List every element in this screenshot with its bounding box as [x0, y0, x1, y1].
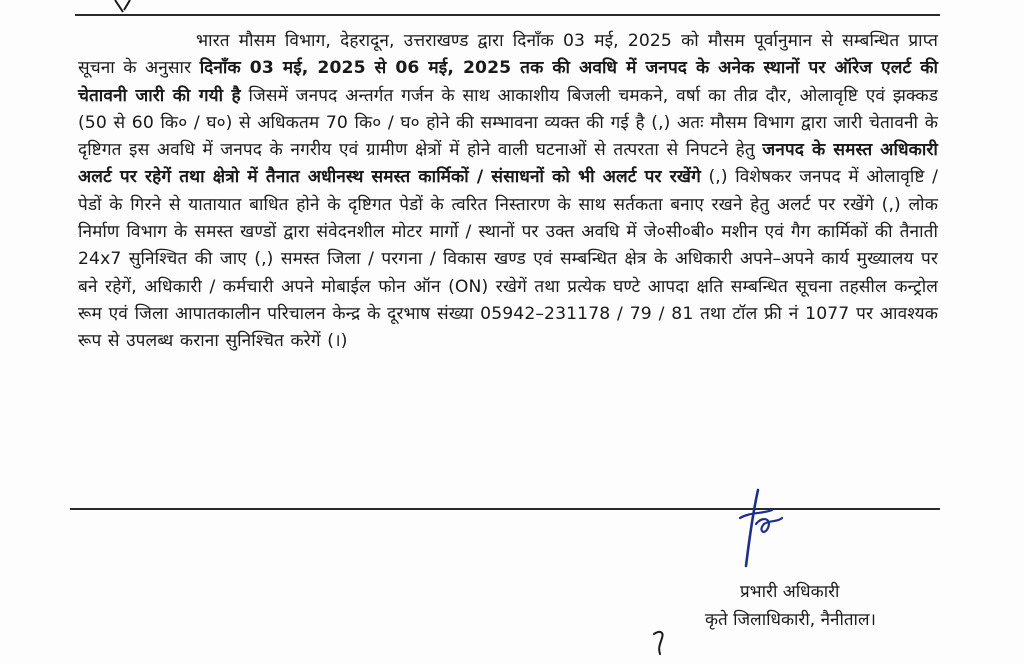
signatory-block [705, 578, 945, 634]
bottom-divider-line [70, 508, 940, 510]
signatory-on-behalf: कृते जिलाधिकारी, नैनीताल। [705, 610, 876, 630]
handwritten-signature [728, 488, 788, 578]
signatory-designation: प्रभारी अधिकारी [740, 582, 840, 602]
officers-alert-highlight: जनपद के समस्त अधिकारी अलर्ट पर रहेगें तथा क्षेत्रो में तैनात अधीनस्थ समस्त कार्मिकों / संसाधनों को भी अलर्ट पर रखेंगे [78, 140, 938, 188]
paragraph-intro-text: भारत मौसम विभाग, देहरादून, उत्तराखण्ड द्वारा दिनाँक 03 मई, 2025 को मौसम पूर्वानुमान से सम्बन्धित प्राप्त सूचना के अनुसार [78, 31, 938, 79]
paragraph-weather-details: जिसमें जनपद अन्तर्गत गर्जन के साथ आकाशीय बिजली चमकने, वर्षा का तीव्र दौर, ओलावृष्टि एवं झक्कड (50 से 60 कि० / घ०) से अधिकतम 70 कि० / घ० होने की सम्भावना व्यक्त की गई है (,) अतः मौसम विभाग द्वारा जारी चेतावनी के दृष्टिगत इस अवधि में जनपद के नगरीय एवं ग्रामीण क्षेत्रों में होने वाली घटनाओं से तत्परता से निपटने हेतु [78, 85, 938, 161]
stray-pen-mark [650, 628, 670, 656]
top-divider-line [75, 14, 940, 16]
orange-alert-highlight: दिनाँक 03 मई, 2025 से 06 मई, 2025 तक की अवधि में जनपद के अनेक स्थानों पर ऑरेज एलर्ट की चेतावनी जारी की गयी है [78, 58, 938, 106]
top-pen-mark [112, 0, 134, 14]
notice-paragraph [78, 28, 938, 356]
paragraph-instructions: (,) विशेषकर जनपद में ओलावृष्टि / पेडों के गिरने से यातायात बाधित होने के दृष्टिगत पेडों के त्वरित निस्तारण के साथ सर्तकता बनाए रखने हेतु अलर्ट पर रखेंगे (,) लोक निर्माण विभाग के समस्त खण्डों द्वारा संवेदनशील मोटर मार्गो / स्थानों पर उक्त अवधि में जे०सी०बी० मशीन एवं गैग कार्मिकों की तैनाती 24x7 सुनिश्चित की जाए (,) समस्त जिला / परगना / विकास खण्ड एवं सम्बन्धित क्षेत्र के अधिकारी अपने–अपने कार्य मुख्यालय पर बने रहेगें, अधिकारी / कर्मचारी अपने मोबाईल फोन ऑन (ON) रखेगें तथा प्रत्येक घण्टे आपदा क्षति सम्बन्धित सूचना तहसील कन्ट्रोल रूम एवं जिला आपातकालीन परिचालन केन्द्र के दूरभाष संख्या 05942–231178 / 79 / 81 तथा टॉल फ्री नं 1077 पर आवश्यक रूप से उपलब्ध कराना सुनिश्चित करेगें (।) [78, 167, 938, 352]
